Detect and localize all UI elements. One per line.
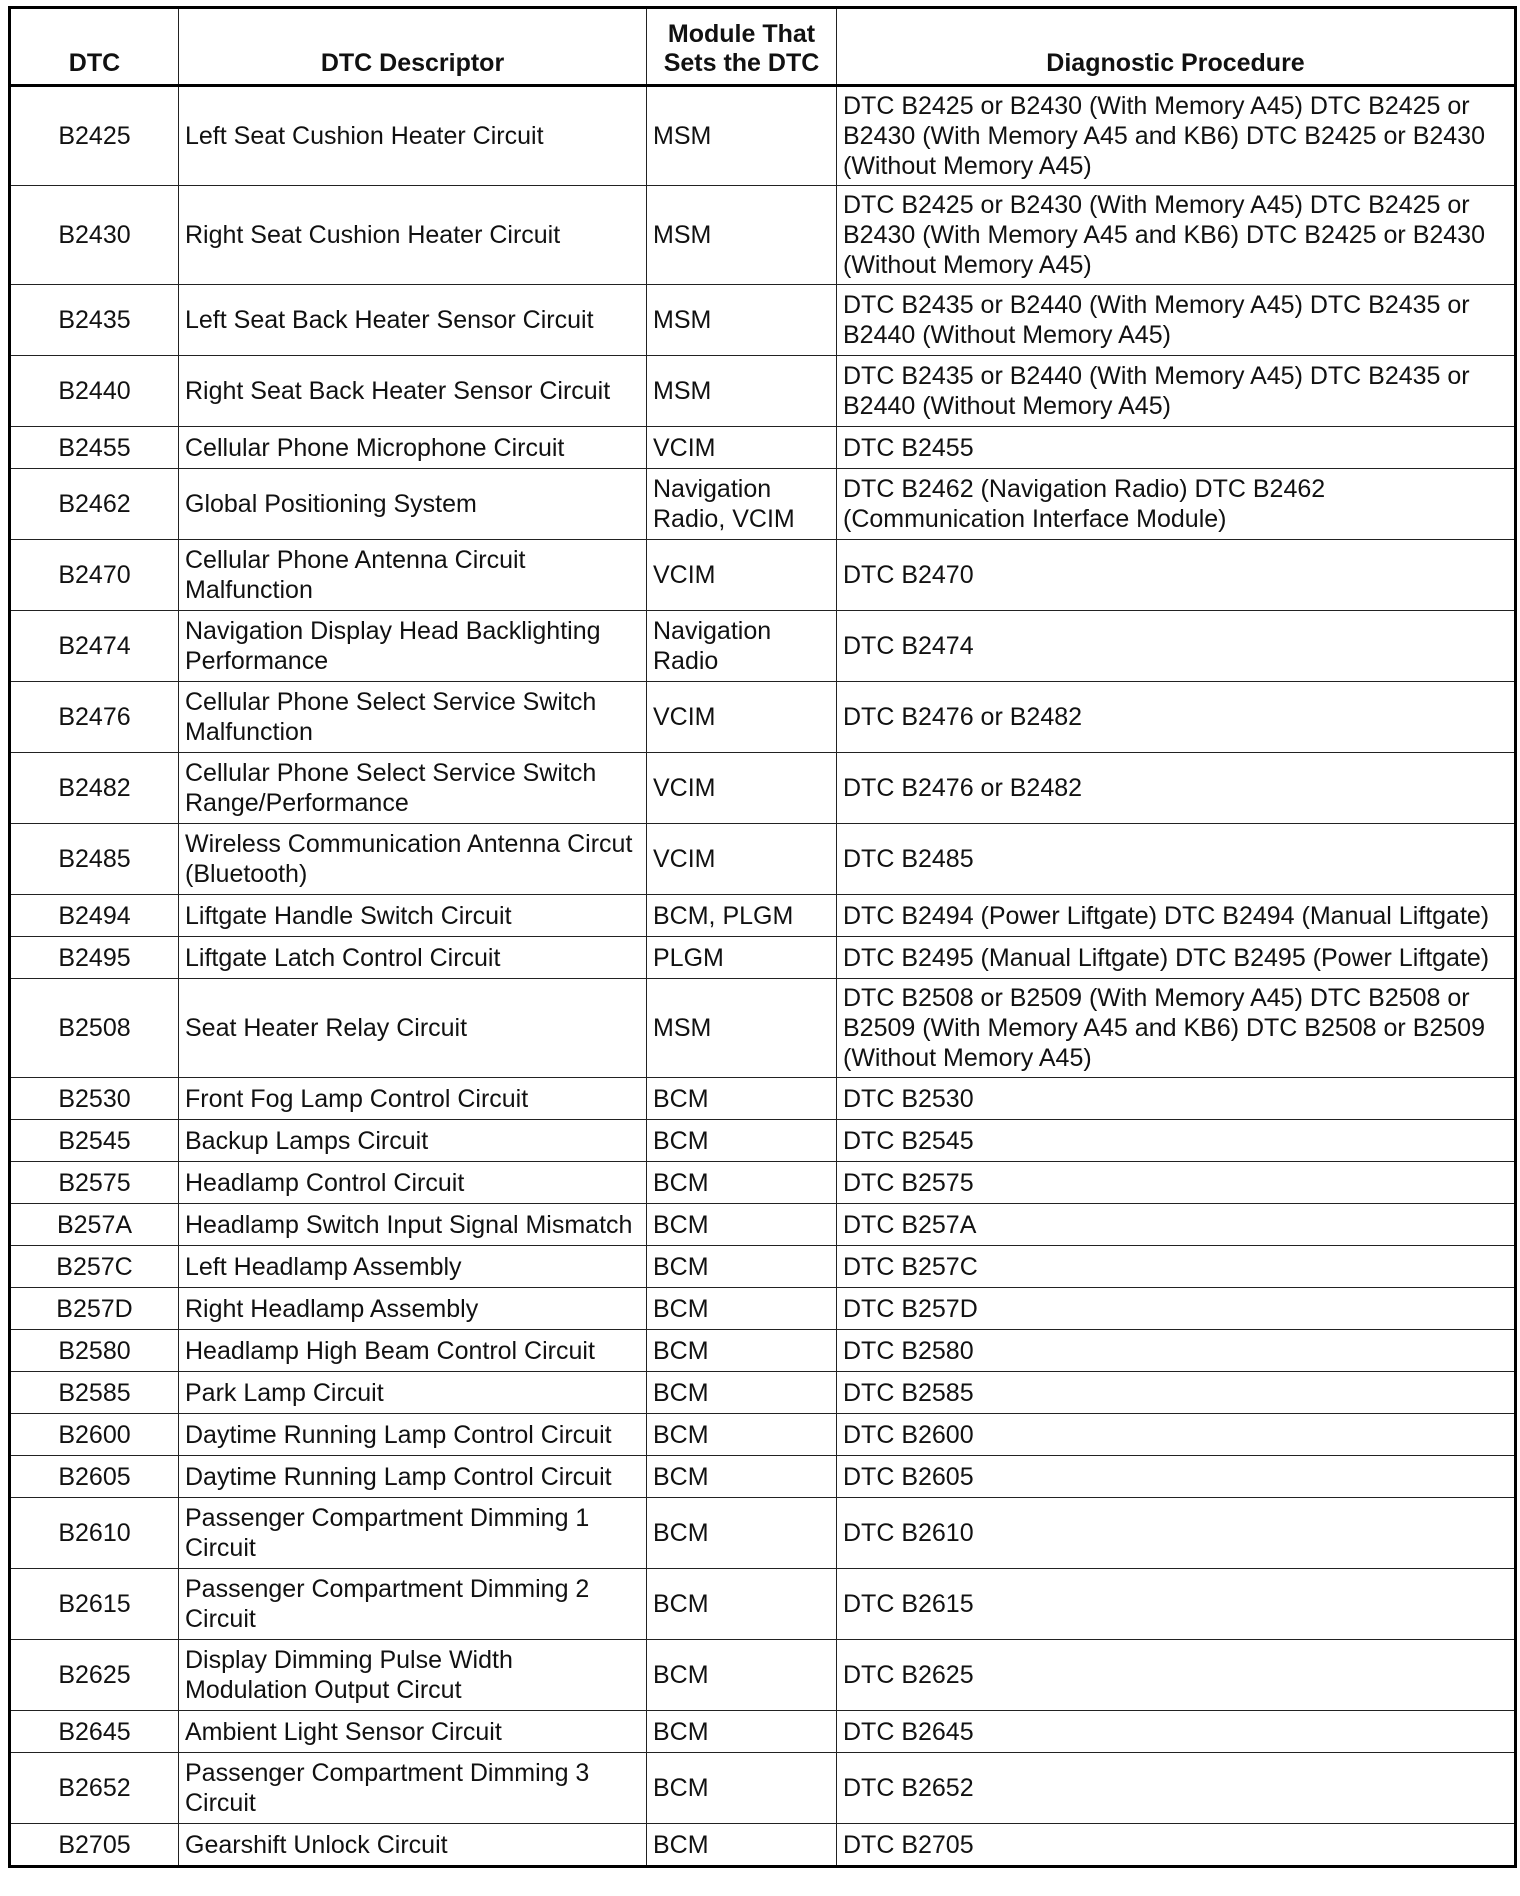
dtc-code-cell: B2425: [10, 86, 179, 186]
module-cell: BCM: [647, 1711, 837, 1753]
dtc-code-cell: B2545: [10, 1120, 179, 1162]
dtc-descriptor-cell: Cellular Phone Select Service Switch Range/Performance: [179, 753, 647, 824]
module-cell: BCM: [647, 1498, 837, 1569]
table-row: [10, 1078, 1516, 1120]
diagnostic-procedure-cell: DTC B2494 (Power Liftgate) DTC B2494 (Manual Liftgate): [837, 895, 1516, 937]
diagnostic-procedure-cell: DTC B2435 or B2440 (With Memory A45) DTC B2435 or B2440 (Without Memory A45): [837, 356, 1516, 427]
diagnostic-procedure-cell: DTC B2425 or B2430 (With Memory A45) DTC B2425 or B2430 (With Memory A45 and KB6) DTC B2425 or B2430 (Without Memory A45): [837, 86, 1516, 186]
module-cell: BCM: [647, 1753, 837, 1824]
dtc-code-cell: B2705: [10, 1824, 179, 1867]
diagnostic-procedure-cell: DTC B2645: [837, 1711, 1516, 1753]
dtc-code-cell: B2600: [10, 1414, 179, 1456]
dtc-code-cell: B2474: [10, 611, 179, 682]
module-cell: Navigation Radio: [647, 611, 837, 682]
table-row: [10, 186, 1516, 285]
dtc-descriptor-cell: Gearshift Unlock Circuit: [179, 1824, 647, 1867]
module-cell: MSM: [647, 285, 837, 356]
table-row: [10, 1204, 1516, 1246]
module-cell: MSM: [647, 86, 837, 186]
dtc-descriptor-cell: Daytime Running Lamp Control Circuit: [179, 1456, 647, 1498]
diagnostic-procedure-cell: DTC B2652: [837, 1753, 1516, 1824]
dtc-descriptor-cell: Passenger Compartment Dimming 2 Circuit: [179, 1569, 647, 1640]
table-body: [10, 86, 1516, 1867]
dtc-descriptor-cell: Ambient Light Sensor Circuit: [179, 1711, 647, 1753]
diagnostic-procedure-cell: DTC B2610: [837, 1498, 1516, 1569]
table-row: [10, 1711, 1516, 1753]
module-cell: VCIM: [647, 682, 837, 753]
dtc-code-cell: B2455: [10, 427, 179, 469]
table-row: [10, 824, 1516, 895]
table-row: [10, 1372, 1516, 1414]
dtc-code-cell: B257C: [10, 1246, 179, 1288]
table-row: [10, 682, 1516, 753]
diagnostic-procedure-cell: DTC B2476 or B2482: [837, 682, 1516, 753]
dtc-code-cell: B2435: [10, 285, 179, 356]
table-row: [10, 1246, 1516, 1288]
module-cell: BCM: [647, 1372, 837, 1414]
diagnostic-procedure-cell: DTC B2600: [837, 1414, 1516, 1456]
diagnostic-procedure-cell: DTC B2474: [837, 611, 1516, 682]
module-cell: Navigation Radio, VCIM: [647, 469, 837, 540]
diagnostic-procedure-cell: DTC B257A: [837, 1204, 1516, 1246]
dtc-code-cell: B2470: [10, 540, 179, 611]
module-cell: BCM: [647, 1288, 837, 1330]
dtc-code-cell: B2580: [10, 1330, 179, 1372]
dtc-descriptor-cell: Display Dimming Pulse Width Modulation Output Circut: [179, 1640, 647, 1711]
table-row: [10, 1162, 1516, 1204]
dtc-descriptor-cell: Right Seat Back Heater Sensor Circuit: [179, 356, 647, 427]
diagnostic-procedure-cell: DTC B2585: [837, 1372, 1516, 1414]
table-row: [10, 1288, 1516, 1330]
table-row: [10, 1330, 1516, 1372]
dtc-descriptor-cell: Headlamp Switch Input Signal Mismatch: [179, 1204, 647, 1246]
diagnostic-procedure-cell: DTC B2605: [837, 1456, 1516, 1498]
dtc-descriptor-cell: Liftgate Latch Control Circuit: [179, 937, 647, 979]
dtc-code-cell: B2494: [10, 895, 179, 937]
table-row: [10, 1414, 1516, 1456]
dtc-descriptor-cell: Headlamp High Beam Control Circuit: [179, 1330, 647, 1372]
dtc-code-cell: B2610: [10, 1498, 179, 1569]
table-row: [10, 979, 1516, 1078]
dtc-descriptor-cell: Front Fog Lamp Control Circuit: [179, 1078, 647, 1120]
table-row: [10, 427, 1516, 469]
dtc-table: [8, 6, 1517, 1868]
dtc-descriptor-cell: Backup Lamps Circuit: [179, 1120, 647, 1162]
dtc-descriptor-cell: Right Headlamp Assembly: [179, 1288, 647, 1330]
dtc-descriptor-cell: Daytime Running Lamp Control Circuit: [179, 1414, 647, 1456]
dtc-code-cell: B2440: [10, 356, 179, 427]
dtc-code-cell: B257A: [10, 1204, 179, 1246]
diagnostic-procedure-cell: DTC B2545: [837, 1120, 1516, 1162]
table-row: [10, 1753, 1516, 1824]
module-cell: BCM, PLGM: [647, 895, 837, 937]
dtc-descriptor-cell: Left Headlamp Assembly: [179, 1246, 647, 1288]
table-row: [10, 469, 1516, 540]
header-row: [10, 8, 1516, 86]
module-cell: VCIM: [647, 753, 837, 824]
dtc-descriptor-cell: Left Seat Cushion Heater Circuit: [179, 86, 647, 186]
dtc-code-cell: B2645: [10, 1711, 179, 1753]
dtc-descriptor-cell: Passenger Compartment Dimming 1 Circuit: [179, 1498, 647, 1569]
dtc-code-cell: B2605: [10, 1456, 179, 1498]
diagnostic-procedure-cell: DTC B2508 or B2509 (With Memory A45) DTC B2508 or B2509 (With Memory A45 and KB6) DTC B2508 or B2509 (Without Memory A45): [837, 979, 1516, 1078]
dtc-code-cell: B2482: [10, 753, 179, 824]
header-procedure: Diagnostic Procedure: [837, 8, 1516, 86]
dtc-code-cell: B2495: [10, 937, 179, 979]
table-row: [10, 1120, 1516, 1162]
dtc-descriptor-cell: Park Lamp Circuit: [179, 1372, 647, 1414]
diagnostic-procedure-cell: DTC B2530: [837, 1078, 1516, 1120]
module-cell: BCM: [647, 1330, 837, 1372]
dtc-descriptor-cell: Right Seat Cushion Heater Circuit: [179, 186, 647, 285]
diagnostic-procedure-cell: DTC B2705: [837, 1824, 1516, 1867]
table-row: [10, 356, 1516, 427]
table-row: [10, 1824, 1516, 1867]
module-cell: BCM: [647, 1456, 837, 1498]
table-row: [10, 1498, 1516, 1569]
module-cell: BCM: [647, 1824, 837, 1867]
dtc-code-cell: B2615: [10, 1569, 179, 1640]
table-row: [10, 1569, 1516, 1640]
module-cell: PLGM: [647, 937, 837, 979]
header-dtc: DTC: [10, 8, 179, 86]
module-cell: MSM: [647, 186, 837, 285]
diagnostic-procedure-cell: DTC B2625: [837, 1640, 1516, 1711]
module-cell: VCIM: [647, 824, 837, 895]
dtc-descriptor-cell: Cellular Phone Select Service Switch Malfunction: [179, 682, 647, 753]
table-header: [10, 8, 1516, 86]
dtc-code-cell: B2530: [10, 1078, 179, 1120]
dtc-code-cell: B2585: [10, 1372, 179, 1414]
dtc-descriptor-cell: Seat Heater Relay Circuit: [179, 979, 647, 1078]
module-cell: BCM: [647, 1162, 837, 1204]
diagnostic-procedure-cell: DTC B2575: [837, 1162, 1516, 1204]
table-row: [10, 1640, 1516, 1711]
dtc-code-cell: B2508: [10, 979, 179, 1078]
diagnostic-procedure-cell: DTC B2615: [837, 1569, 1516, 1640]
dtc-code-cell: B2430: [10, 186, 179, 285]
table-row: [10, 937, 1516, 979]
table-row: [10, 540, 1516, 611]
dtc-code-cell: B2476: [10, 682, 179, 753]
diagnostic-procedure-cell: DTC B2462 (Navigation Radio) DTC B2462 (Communication Interface Module): [837, 469, 1516, 540]
module-cell: MSM: [647, 979, 837, 1078]
dtc-code-cell: B2462: [10, 469, 179, 540]
table-row: [10, 753, 1516, 824]
dtc-code-cell: B2652: [10, 1753, 179, 1824]
diagnostic-procedure-cell: DTC B257C: [837, 1246, 1516, 1288]
dtc-descriptor-cell: Cellular Phone Antenna Circuit Malfunction: [179, 540, 647, 611]
dtc-code-cell: B257D: [10, 1288, 179, 1330]
module-cell: BCM: [647, 1078, 837, 1120]
module-cell: BCM: [647, 1204, 837, 1246]
module-cell: BCM: [647, 1640, 837, 1711]
table-row: [10, 895, 1516, 937]
table-row: [10, 86, 1516, 186]
diagnostic-procedure-cell: DTC B2435 or B2440 (With Memory A45) DTC B2435 or B2440 (Without Memory A45): [837, 285, 1516, 356]
dtc-code-cell: B2485: [10, 824, 179, 895]
dtc-descriptor-cell: Navigation Display Head Backlighting Performance: [179, 611, 647, 682]
module-cell: BCM: [647, 1246, 837, 1288]
diagnostic-procedure-cell: DTC B2425 or B2430 (With Memory A45) DTC B2425 or B2430 (With Memory A45 and KB6) DTC B2425 or B2430 (Without Memory A45): [837, 186, 1516, 285]
diagnostic-procedure-cell: DTC B2580: [837, 1330, 1516, 1372]
table-row: [10, 1456, 1516, 1498]
table-row: [10, 611, 1516, 682]
module-cell: MSM: [647, 356, 837, 427]
dtc-descriptor-cell: Global Positioning System: [179, 469, 647, 540]
dtc-descriptor-cell: Cellular Phone Microphone Circuit: [179, 427, 647, 469]
diagnostic-procedure-cell: DTC B2470: [837, 540, 1516, 611]
table-row: [10, 285, 1516, 356]
header-module: Module That Sets the DTC: [647, 8, 837, 86]
dtc-code-cell: B2575: [10, 1162, 179, 1204]
module-cell: BCM: [647, 1120, 837, 1162]
module-cell: VCIM: [647, 427, 837, 469]
diagnostic-procedure-cell: DTC B257D: [837, 1288, 1516, 1330]
dtc-descriptor-cell: Passenger Compartment Dimming 3 Circuit: [179, 1753, 647, 1824]
diagnostic-procedure-cell: DTC B2455: [837, 427, 1516, 469]
header-descriptor: DTC Descriptor: [179, 8, 647, 86]
dtc-descriptor-cell: Headlamp Control Circuit: [179, 1162, 647, 1204]
dtc-descriptor-cell: Left Seat Back Heater Sensor Circuit: [179, 285, 647, 356]
diagnostic-procedure-cell: DTC B2495 (Manual Liftgate) DTC B2495 (Power Liftgate): [837, 937, 1516, 979]
dtc-code-cell: B2625: [10, 1640, 179, 1711]
module-cell: VCIM: [647, 540, 837, 611]
module-cell: BCM: [647, 1569, 837, 1640]
dtc-descriptor-cell: Liftgate Handle Switch Circuit: [179, 895, 647, 937]
dtc-table-container: [8, 6, 1514, 1868]
dtc-descriptor-cell: Wireless Communication Antenna Circut (Bluetooth): [179, 824, 647, 895]
diagnostic-procedure-cell: DTC B2476 or B2482: [837, 753, 1516, 824]
diagnostic-procedure-cell: DTC B2485: [837, 824, 1516, 895]
module-cell: BCM: [647, 1414, 837, 1456]
